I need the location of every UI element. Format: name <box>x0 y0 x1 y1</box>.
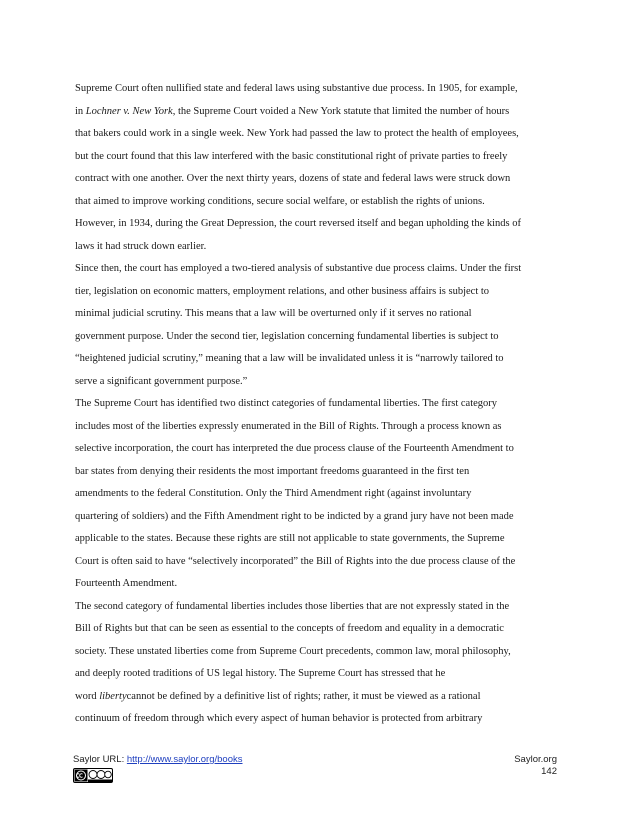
italic-text: liberty <box>99 690 127 702</box>
text-run: contract with one another. Over the next thirty years, dozens of state and federal laws were struck down <box>75 173 511 184</box>
text-line <box>75 191 557 214</box>
text-run: serve a significant government purpose.” <box>75 375 248 387</box>
text-run: laws it had struck down earlier. <box>75 240 207 252</box>
italic-text: Lochner v. New York <box>85 105 173 117</box>
text-run: and deeply rooted traditions of US legal history. The Supreme Court has stressed that he <box>75 668 446 679</box>
text-run: that bakers could work in a single week. New York had passed the law to protect the health of employees, <box>75 128 519 139</box>
cc-by-nc-sa-icon <box>73 768 113 783</box>
text-run: but the court found that this law interfered with the basic constitutional right of private parties to freely <box>75 150 508 162</box>
page-number: 142 <box>541 766 557 777</box>
text-run: includes most of the liberties expressly enumerated in the Bill of Rights. Through a process known as <box>75 420 502 432</box>
text-line <box>75 123 557 146</box>
footer-url-label: Saylor URL: <box>73 754 127 765</box>
text-run: in <box>75 105 86 117</box>
text-run: selective incorporation, the court has interpreted the due process clause of the Fourteenth Amendment to <box>75 443 514 454</box>
text-line <box>75 258 557 281</box>
text-line <box>75 348 557 371</box>
text-run: Supreme Court often nullified state and federal laws using substantive due process. In 1905, for example, <box>75 83 518 94</box>
text-line <box>75 528 557 551</box>
text-run: tier, legislation on economic matters, employment relations, and other business affairs is subject to <box>75 285 490 297</box>
saylor-books-link[interactable]: http://www.saylor.org/books <box>126 754 243 765</box>
text-line <box>75 596 557 619</box>
text-line <box>75 573 557 596</box>
text-line <box>75 236 557 259</box>
text-line <box>75 686 557 709</box>
page-body <box>75 78 557 731</box>
footer-site: Saylor.org <box>514 754 557 765</box>
paragraph <box>75 393 557 596</box>
text-line <box>75 618 557 641</box>
text-line <box>75 483 557 506</box>
text-line <box>75 551 557 574</box>
text-line <box>75 506 557 529</box>
text-run: , the Supreme Court voided a New York statute that limited the number of hours <box>172 105 510 117</box>
text-run: Fourteenth Amendment. <box>75 578 178 589</box>
text-run: Bill of Rights but that can be seen as essential to the concepts of freedom and equality in a democratic <box>75 623 504 634</box>
text-line <box>75 438 557 461</box>
text-line <box>75 393 557 416</box>
text-run: government purpose. Under the second tier, legislation concerning fundamental liberties is subject to <box>75 330 499 342</box>
text-run: The Supreme Court has identified two distinct categories of fundamental liberties. The first category <box>75 398 498 409</box>
paragraph <box>75 596 557 731</box>
text-line <box>75 416 557 439</box>
text-line <box>75 146 557 169</box>
footer-right <box>514 754 557 778</box>
text-run: cannot be defined by a definitive list of rights; rather, it must be viewed as a rational <box>126 690 481 702</box>
text-run: The second category of fundamental liberties includes those liberties that are not expressly stated in the <box>75 600 510 612</box>
text-line <box>75 303 557 326</box>
text-run: minimal judicial scrutiny. This means that a law will be overturned only if it serves no rational <box>75 308 472 319</box>
paragraph <box>75 78 557 258</box>
text-line <box>75 708 557 731</box>
text-run: bar states from denying their residents the most important freedoms guaranteed in the first ten <box>75 465 470 477</box>
text-run: “heightened judicial scrutiny,” meaning that a law will be invalidated unless it is “narrowly tailored to <box>75 353 504 364</box>
text-line <box>75 101 557 124</box>
text-run: Since then, the court has employed a two-tiered analysis of substantive due process claims. Under the first <box>75 263 522 274</box>
text-run: word <box>75 690 100 702</box>
text-line <box>75 168 557 191</box>
text-run: continuum of freedom through which every aspect of human behavior is protected from arbitrary <box>75 713 483 724</box>
text-line <box>75 213 557 236</box>
text-run: quartering of soldiers) and the Fifth Amendment right to be indicted by a grand jury have not been made <box>75 510 514 522</box>
text-run: amendments to the federal Constitution. Only the Third Amendment right (against involuntary <box>75 488 472 499</box>
text-line <box>75 326 557 349</box>
text-run: However, in 1934, during the Great Depression, the court reversed itself and began upholding the kinds of <box>75 218 522 229</box>
text-run: Court is often said to have “selectively incorporated” the Bill of Rights into the due process clause of the <box>75 555 516 567</box>
text-line <box>75 281 557 304</box>
text-run: that aimed to improve working conditions, secure social welfare, or establish the rights of unions. <box>75 195 485 207</box>
text-run: applicable to the states. Because these rights are still not applicable to state governments, the Supreme <box>75 533 505 544</box>
text-run: society. These unstated liberties come from Supreme Court precedents, common law, moral philosophy, <box>75 645 511 657</box>
footer-left <box>73 754 243 783</box>
text-line <box>75 663 557 686</box>
text-line <box>75 371 557 394</box>
paragraph <box>75 258 557 393</box>
text-line <box>75 461 557 484</box>
text-line <box>75 78 557 101</box>
text-line <box>75 641 557 664</box>
